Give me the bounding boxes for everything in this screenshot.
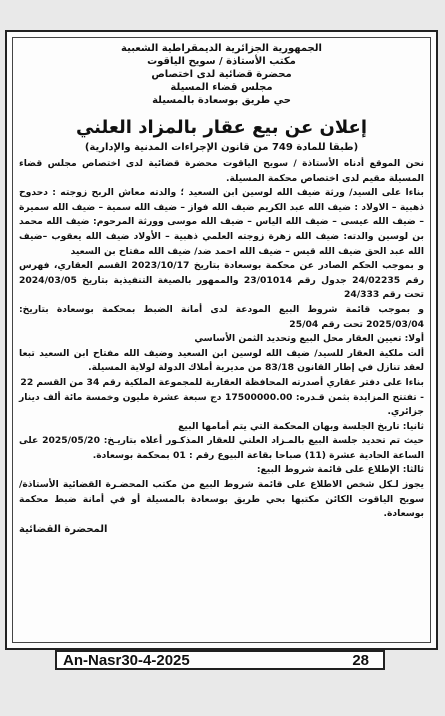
page-number: 28 (352, 651, 369, 669)
paragraph: بناءا على السيد/ ورثة ضيف الله لوسين ابن السعيد ؛ والدته معاش الربح زوجته : دحدوح ذهبية – الاولاد : ضيف الله عبد الكريم ضيف الله فواز – ضيف الله سمية – ضيف الله سميرة – ضيف الله عيسى – ضيف الله الياس – ضيف الله موسى وورثة المرحوم: ضيف الله محمد بن لوسين والدته: ضيف الله زهرة زوجته العلمي ذهبية – الأولاد ضيف الله يعقوب –ضيف الله عبد الحق ضيف الله قيس – ضيف الله احمد ضد/ ضيف الله مفتاح بن السعيد (19, 187, 424, 257)
announcement-body (19, 157, 424, 522)
paragraph: نحن الموقع أدناه الأستاذة / سويح الياقوت محضرة قضائية لدى اختصاص مجلس قضاء المسيلة مقيم لدى اختصاص محكمة المسيلة. (19, 158, 424, 184)
header-line-3: محضرة قضائية لدى اختصاص (151, 69, 292, 80)
announcement-frame (12, 37, 431, 643)
paragraph: بناءا على دفتر عقاري أصدرته المحافظة العقارية للمجموعة الملكية رقم 34 من القسم 22 (20, 376, 424, 388)
header-line-4: مجلس قضاء المسيلة (170, 82, 273, 93)
header-line-5: حي طريق بوسعادة بالمسيلة (152, 95, 291, 106)
paragraph: حيث تم تحديد جلسة البيع بالمـزاد العلني للعقار المذكـور أعلاه بتاريـخ: 2025/05/20 على الساعة الحادية عشرة (11) صباحا بقاعة البيوع رقم : 01 بمحكمة بوسعادة. (19, 435, 424, 461)
paragraph: - تفتتح المزايدة بثمن قـدره: 17500000.00 دج سبعة عشرة مليون وخمسة مائة ألف دينار جزائري. (19, 391, 424, 418)
section-heading: ثالثا: الإطلاع على قائمة شروط البيع: (256, 464, 424, 476)
section-heading: ثانيا: تاريخ الجلسة وبهان المحكمة التي يتم أمامها البيع (178, 420, 424, 432)
letterhead (19, 42, 424, 107)
signature: المحضرة القضائية (19, 523, 108, 535)
section-heading: أولا: تعيين العقار محل البيع وتحديد الثمن الأساسي (194, 333, 424, 345)
announcement-subtitle: (طبقا للمادة 749 من قانون الإجراءات المدنية والإدارية) (84, 142, 359, 153)
paragraph: يجوز لـكل شخص الاطلاع على قائمة شروط البيع من مكتب المحضـرة القضائية الأستاذة/ سويح الياقوت الكائن مكتبها بحي طريق بوسعادة بالمسيلة أو في أمانة ضبط محكمة بوسعادة. (19, 479, 424, 520)
paragraph: و بموجب قائمة شروط البيع المودعة لدى أمانة الضبط بمحكمة بوسعادة بتاريخ: 2025/03/04 تحت رقم 25/04 (19, 303, 424, 330)
header-line-2: مكتب الأستاذة / سويح الياقوت (147, 56, 296, 67)
paragraph: و بموجب الحكم الصادر عن محكمة بوسعادة بتاريخ 2023/10/17 القسم العقاري، فهرس رقم 24/02235 جدول رقم 23/01014 والممهور بالصيغة التنفيذية بتاريخ 2024/03/05 تحت رقم 24/333 (19, 260, 424, 301)
newspaper-date: An-Nasr30-4-2025 (63, 651, 190, 669)
announcement-page (5, 30, 438, 650)
page-footer (55, 650, 385, 670)
paragraph: ألت ملكية العقار للسيد/ ضيف الله لوسين ابن السعيد وضيف الله مفتاح ابن السعيد تبعا لعقد تنازل في إطار القانون 83/18 من مديرية أملاك الدولة لولاية المسيلة. (19, 347, 424, 374)
header-line-1: الجمهورية الجزائرية الديمقراطية الشعبية (121, 43, 322, 54)
announcement-title: إعلان عن بيع عقار بالمزاد العلني (75, 117, 368, 138)
